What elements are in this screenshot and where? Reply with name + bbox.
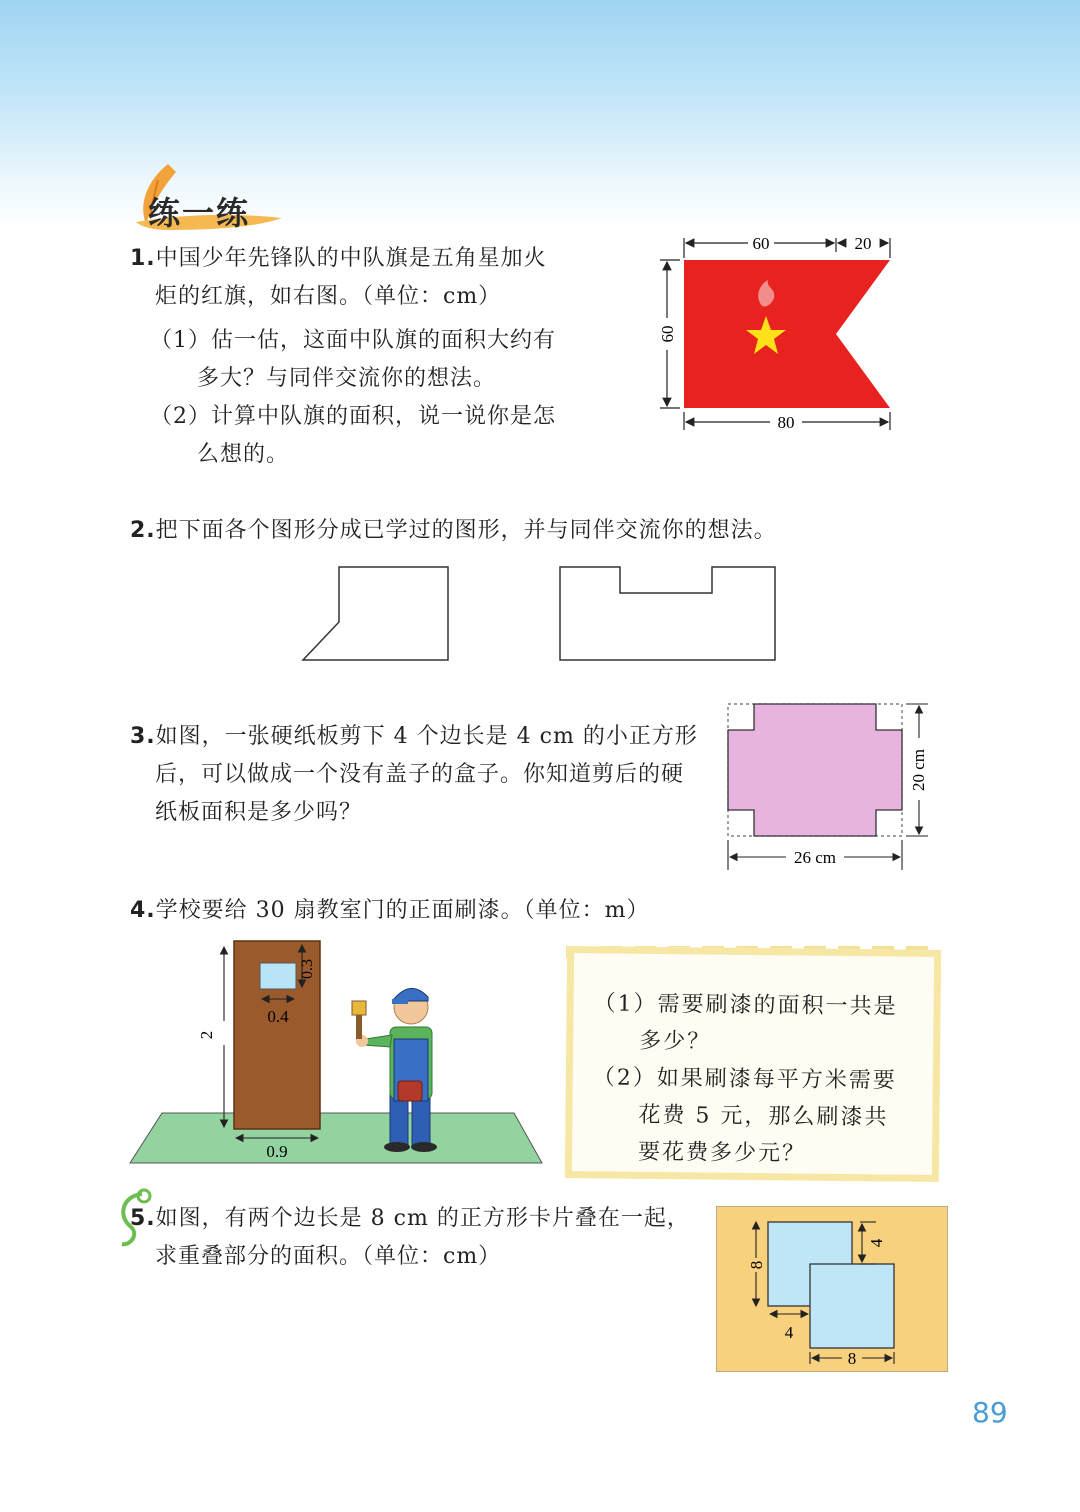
question-4 — [130, 892, 650, 930]
section-title-badge — [128, 158, 288, 238]
dim-side-a: 8 — [747, 1260, 766, 1270]
q5-line2: 求重叠部分的面积。（单位：cm） — [155, 1244, 502, 1269]
q1-sub2-line2: 么想的。 — [197, 442, 290, 467]
cardboard-figure — [714, 694, 944, 874]
notched-shape — [560, 567, 775, 660]
q1-sub2-line1: （2）计算中队旗的面积，说一说你是怎 — [150, 404, 556, 429]
dim-offset-y: 4 — [867, 1238, 886, 1248]
dim-height: 20 cm — [909, 748, 928, 792]
question-3 — [130, 718, 698, 756]
door-painter-figure — [128, 935, 548, 1170]
question-number: 5. — [130, 1206, 156, 1231]
dim-top-b: 20 — [854, 234, 872, 253]
question-number: 4. — [130, 898, 156, 923]
question-1 — [130, 240, 547, 278]
trapezoid-shape — [303, 567, 448, 660]
dim-left: 60 — [658, 325, 677, 343]
section-title: 练一练 — [148, 194, 251, 232]
q1-line1: 中国少年先锋队的中队旗是五角星加火 — [155, 246, 547, 271]
dim-width: 26 cm — [793, 848, 837, 867]
q1-line2: 炬的红旗，如右图。（单位：cm） — [155, 284, 502, 309]
q2-text: 把下面各个图形分成已学过的图形，并与同伴交流你的想法。 — [155, 518, 777, 543]
q2-shapes — [295, 560, 785, 670]
q4-sub2-line3: 要花费多少元？ — [637, 1139, 807, 1167]
q4-text: 学校要给 30 扇教室门的正面刷漆。（单位：m） — [155, 898, 650, 923]
question-number: 2. — [130, 518, 156, 543]
q4-sub1-line2: 多少？ — [639, 1028, 712, 1055]
q3-line2: 后，可以做成一个没有盖子的盒子。你知道剪后的硬 — [155, 762, 685, 787]
q4-sub2-line1: （2）如果刷漆每平方米需要 — [592, 1065, 897, 1094]
floor — [130, 1113, 542, 1163]
dim-top-a: 60 — [752, 234, 770, 253]
page-number: 89 — [972, 1396, 1008, 1429]
q5-line1: 如图，有两个边长是 8 cm 的正方形卡片叠在一起， — [155, 1206, 690, 1231]
q4-sub2-line2: 花费 5 元，那么刷漆共 — [638, 1102, 889, 1131]
q3-line3: 纸板面积是多少吗？ — [155, 800, 363, 825]
q1-sub1-line2: 多大？与同伴交流你的想法。 — [197, 366, 497, 391]
q4-note-card — [565, 946, 941, 1182]
q1-sub1-line1: （1）估一估，这面中队旗的面积大约有 — [150, 328, 556, 353]
dim-door-width: 0.9 — [266, 1142, 288, 1161]
dim-window-width: 0.4 — [267, 1007, 289, 1026]
overlap-squares-figure — [716, 1206, 948, 1372]
question-2 — [130, 512, 777, 550]
flag-figure — [650, 228, 910, 438]
question-number: 3. — [130, 724, 156, 749]
red-flag — [684, 260, 890, 408]
door-window — [260, 963, 296, 989]
cut-cardboard — [728, 704, 902, 836]
dim-bottom: 80 — [777, 413, 795, 432]
square-card-b — [810, 1264, 894, 1348]
question-number: 1. — [130, 246, 156, 271]
q4-sub1-line1: （1）需要刷漆的面积一共是 — [593, 991, 898, 1020]
dim-window-height: 0.3 — [299, 959, 316, 979]
dim-door-height: 2 — [197, 1030, 216, 1040]
dim-side-b: 8 — [847, 1349, 857, 1368]
dim-offset-x: 4 — [784, 1323, 794, 1342]
q3-line1: 如图，一张硬纸板剪下 4 个边长是 4 cm 的小正方形 — [155, 724, 698, 749]
question-5 — [130, 1200, 690, 1238]
